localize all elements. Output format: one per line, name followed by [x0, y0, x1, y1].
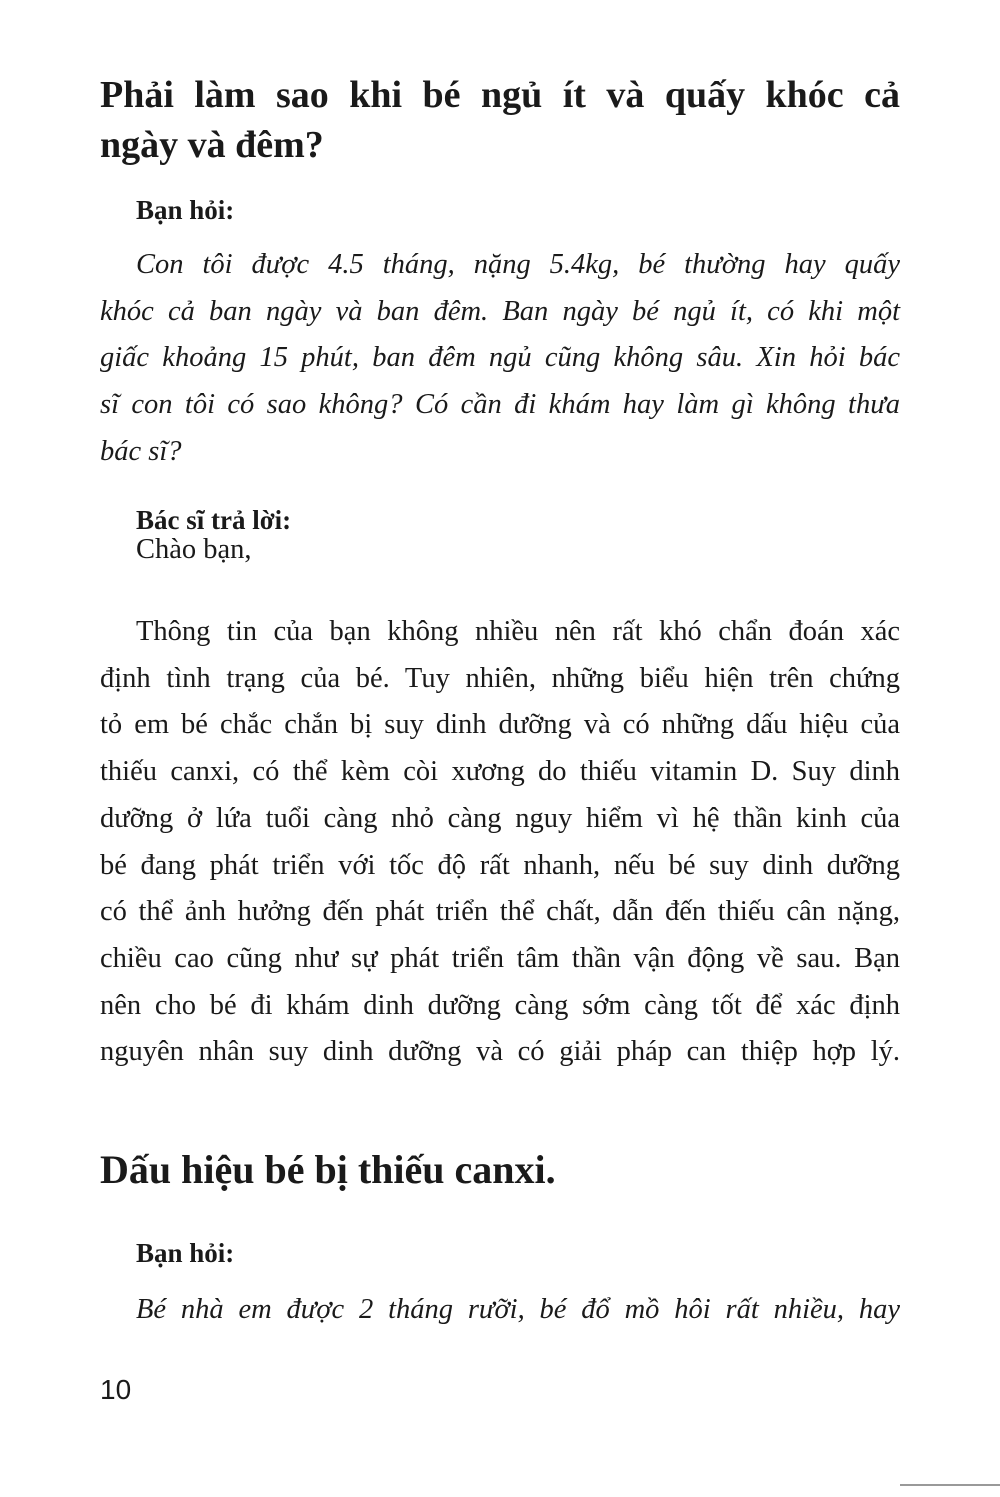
answer-text	[100, 609, 900, 1076]
text-line: tỏ em bé chắc chắn bị suy dinh dưỡng và có những dấu hiệu của	[100, 709, 900, 741]
question-text	[100, 242, 900, 476]
text-line: chiều cao cũng như sự phát triển tâm thần vận động về sau. Bạn	[100, 942, 900, 974]
text-line: sĩ con tôi có sao không? Có cần đi khám hay làm gì không thưa	[100, 389, 900, 421]
text-line: khóc cả ban ngày và ban đêm. Ban ngày bé ngủ ít, có khi một	[100, 295, 900, 327]
question-label: Bạn hỏi:	[136, 1238, 235, 1268]
text-line: Bé nhà em được 2 tháng rưỡi, bé đổ mồ hôi rất nhiều, hay	[136, 1294, 900, 1325]
title-line: ngày và đêm?	[100, 124, 324, 166]
page-number: 10	[100, 1374, 132, 1405]
text-line: thiếu canxi, có thể kèm còi xương do thiếu vitamin D. Suy dinh	[100, 756, 900, 788]
text-line: bác sĩ?	[100, 435, 182, 467]
section-title	[100, 70, 900, 170]
text-line: Con tôi được 4.5 tháng, nặng 5.4kg, bé thường hay quấy	[136, 249, 900, 280]
scan-edge-line	[900, 1484, 1000, 1486]
text-line: định tình trạng của bé. Tuy nhiên, những biểu hiện trên chứng	[100, 662, 900, 694]
question-label: Bạn hỏi:	[136, 195, 235, 225]
text-line: nguyên nhân suy dinh dưỡng và có giải pháp can thiệp hợp lý.	[100, 1036, 900, 1068]
text-line: có thể ảnh hưởng đến phát triển thể chất, dẫn đến thiếu cân nặng,	[100, 896, 900, 928]
text-line: giấc khoảng 15 phút, ban đêm ngủ cũng không sâu. Xin hỏi bác	[100, 342, 900, 374]
text-line: nên cho bé đi khám dinh dưỡng càng sớm càng tốt để xác định	[100, 989, 900, 1021]
text-line: dưỡng ở lứa tuổi càng nhỏ càng nguy hiểm vì hệ thần kinh của	[100, 802, 900, 834]
greeting: Chào bạn,	[136, 534, 252, 565]
question-text	[100, 1287, 900, 1334]
text-line: Thông tin của bạn không nhiều nên rất khó chẩn đoán xác	[136, 616, 900, 647]
section-title: Dấu hiệu bé bị thiếu canxi.	[100, 1147, 556, 1192]
text-line: bé đang phát triển với tốc độ rất nhanh, nếu bé suy dinh dưỡng	[100, 849, 900, 881]
answer-label: Bác sĩ trả lời:	[136, 505, 292, 535]
title-line: Phải làm sao khi bé ngủ ít và quấy khóc cả	[100, 74, 900, 116]
